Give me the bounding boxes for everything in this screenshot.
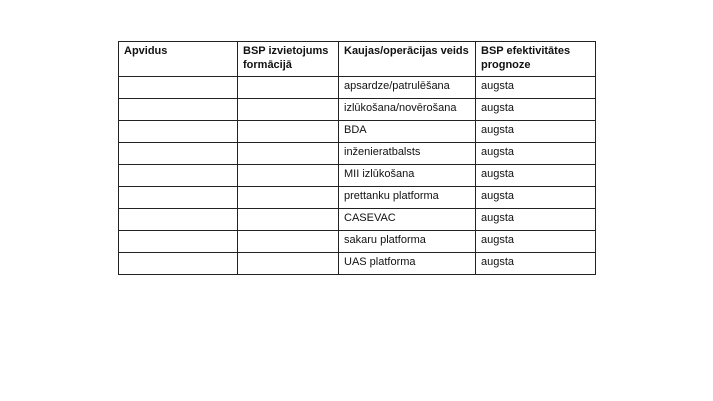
header-row <box>119 42 596 77</box>
table-cell: augsta <box>476 209 596 231</box>
table-cell: izlūkošana/novērošana <box>339 99 476 121</box>
table-row <box>119 143 596 165</box>
table-cell <box>119 187 238 209</box>
table-row <box>119 209 596 231</box>
table-cell: augsta <box>476 253 596 275</box>
table-cell <box>238 231 339 253</box>
header-cell-apvidus: Apvidus <box>119 42 238 77</box>
table-cell: augsta <box>476 165 596 187</box>
header-cell-efektivitate: BSP efektivitātes prognoze <box>476 42 596 77</box>
data-table <box>118 41 596 275</box>
table-cell <box>119 143 238 165</box>
table-cell: sakaru platforma <box>339 231 476 253</box>
header-cell-kaujas-veids: Kaujas/operācijas veids <box>339 42 476 77</box>
table-header <box>119 42 596 77</box>
table-cell <box>119 165 238 187</box>
table-cell <box>238 187 339 209</box>
table-cell <box>119 209 238 231</box>
table-cell: inženieratbalsts <box>339 143 476 165</box>
table-cell <box>119 231 238 253</box>
table-cell: augsta <box>476 231 596 253</box>
table-cell: UAS platforma <box>339 253 476 275</box>
header-cell-bsp-izvietojums: BSP izvietojums formācijā <box>238 42 339 77</box>
table-cell: MII izlūkošana <box>339 165 476 187</box>
table-row <box>119 253 596 275</box>
table-cell <box>119 99 238 121</box>
table-cell: augsta <box>476 99 596 121</box>
table-cell <box>238 209 339 231</box>
table-cell <box>119 253 238 275</box>
table-cell: augsta <box>476 77 596 99</box>
table-row <box>119 121 596 143</box>
table-row <box>119 187 596 209</box>
table-cell <box>238 143 339 165</box>
table-cell: prettanku platforma <box>339 187 476 209</box>
table-cell: BDA <box>339 121 476 143</box>
table-row <box>119 77 596 99</box>
table-body <box>119 77 596 275</box>
table-cell: augsta <box>476 187 596 209</box>
table-cell <box>238 77 339 99</box>
table-cell <box>238 165 339 187</box>
table-cell <box>238 99 339 121</box>
table-cell: apsardze/patrulēšana <box>339 77 476 99</box>
table-row <box>119 231 596 253</box>
table-row <box>119 99 596 121</box>
table-cell: augsta <box>476 143 596 165</box>
table-cell: augsta <box>476 121 596 143</box>
table-cell <box>238 253 339 275</box>
table-row <box>119 165 596 187</box>
table-cell <box>119 77 238 99</box>
table-cell <box>238 121 339 143</box>
table-cell: CASEVAC <box>339 209 476 231</box>
table-cell <box>119 121 238 143</box>
